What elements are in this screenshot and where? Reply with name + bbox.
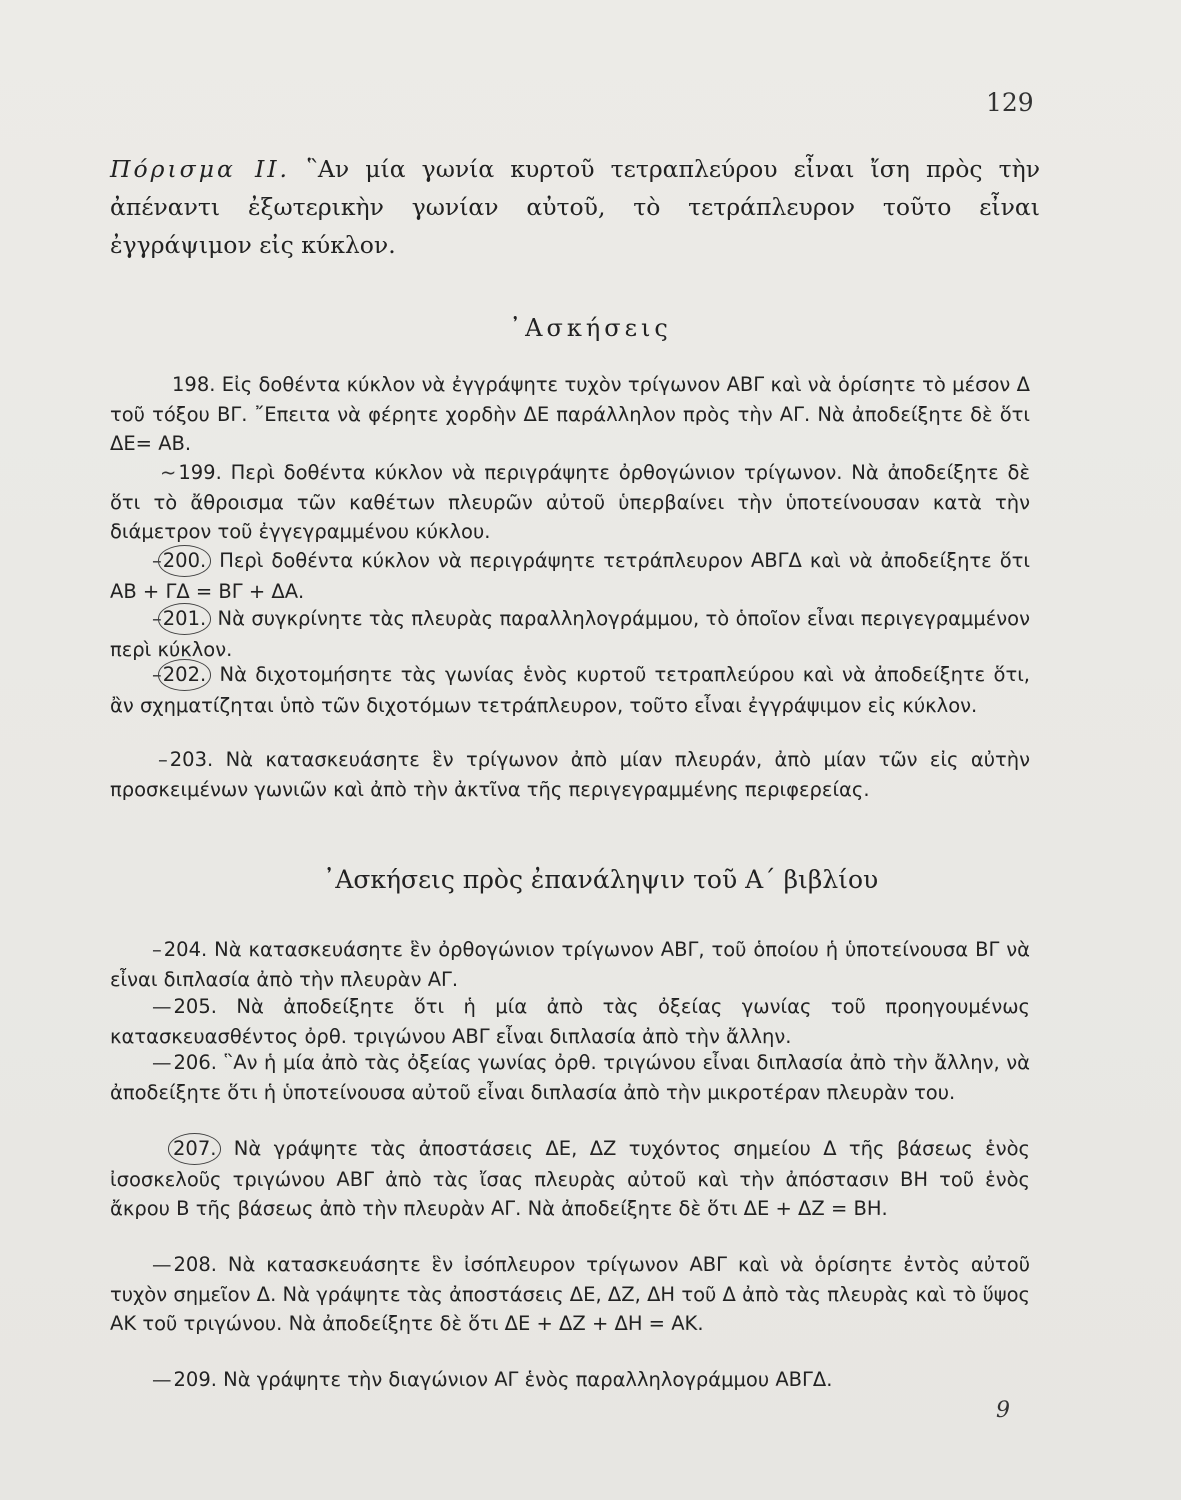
exercise-205	[110, 992, 1030, 1051]
exercise-202	[110, 659, 1030, 720]
exercise-200	[110, 545, 1030, 606]
exercise-number: 201.	[158, 603, 211, 635]
margin-mark: —	[152, 1051, 172, 1074]
exercise-number: 204.	[163, 938, 208, 961]
printer-signature: 9	[996, 1398, 1010, 1423]
exercise-text: Νὰ γράψητε τὰς ἀποστάσεις ΔΕ, ΔΖ τυχόντος σημείου Δ τῆς βάσεως ἑνὸς ἰσοσκελοῦς τριγώνου ΑΒΓ ἀπὸ τὰς ἴσας πλευρὰς αὐτοῦ καὶ τὴν ἀπόστασιν ΒΗ τοῦ ἑνὸς ἄκρου Β τῆς βάσεως ἀπὸ τὴν πλευρὰν ΑΓ. Νὰ ἀποδείξητε δὲ ὅτι ΔΕ + ΔΖ = ΒΗ.	[110, 1137, 1030, 1220]
exercise-text: Περὶ δοθέντα κύκλον νὰ περιγράψητε τετράπλευρον ΑΒΓΔ καὶ νὰ ἀποδείξητε ὅτι ΑΒ + ΓΔ = ΒΓ + ΔΑ.	[110, 549, 1031, 603]
exercise-number: 205.	[173, 995, 217, 1018]
exercise-number: 209.	[173, 1368, 217, 1391]
exercise-number: 208.	[173, 1253, 217, 1276]
exercise-number: 206.	[173, 1051, 217, 1074]
margin-mark: —	[152, 1253, 172, 1276]
exercise-text: Νὰ συγκρίνητε τὰς πλευρὰς παραλληλογράμμου, τὸ ὁποῖον εἶναι περιγεγραμμένον περὶ κύκλον.	[110, 607, 1030, 661]
review-heading: ᾿Ασκήσεις πρὸς ἐπανάληψιν τοῦ Α΄ βιβλίου	[322, 865, 879, 894]
margin-mark: –	[152, 607, 162, 630]
margin-mark: –	[158, 748, 168, 771]
exercise-text: Νὰ κατασκευάσητε ἓν ἰσόπλευρον τρίγωνον ΑΒΓ καὶ νὰ ὁρίσητε ἐντὸς αὐτοῦ τυχὸν σημεῖον Δ. Νὰ γράψητε τὰς ἀποστάσεις ΔΕ, ΔΖ, ΔΗ τοῦ Δ ἀπὸ τὰς πλευρὰς καὶ τὸ ὕψος ΑΚ τοῦ τριγώνου. Νὰ ἀποδείξητε δὲ ὅτι ΔΕ + ΔΖ + ΔΗ = ΑΚ.	[110, 1253, 1030, 1335]
exercise-206	[110, 1048, 1030, 1107]
exercise-198	[110, 370, 1030, 459]
exercise-208	[110, 1250, 1030, 1339]
exercises-heading: ᾿Ασκήσεις	[509, 314, 672, 342]
margin-mark: –	[152, 549, 162, 572]
exercise-number: 200.	[158, 545, 211, 577]
exercise-204	[110, 935, 1030, 994]
margin-mark: –	[152, 938, 162, 961]
margin-mark: —	[152, 1368, 172, 1391]
exercise-text: Νὰ κατασκευάσητε ἓν ὀρθογώνιον τρίγωνον ΑΒΓ, τοῦ ὁποίου ἡ ὑποτείνουσα ΒΓ νὰ εἶναι διπλασία ἀπὸ τὴν πλευρὰν ΑΓ.	[110, 938, 1030, 991]
exercise-text: Νὰ διχοτομήσητε τὰς γωνίας ἑνὸς κυρτοῦ τετραπλεύρου καὶ νὰ ἀποδείξητε ὅτι, ἂν σχηματίζηται ὑπὸ τῶν διχοτόμων τετράπλευρον, τοῦτο εἶναι ἐγγράψιμον εἰς κύκλον.	[110, 663, 1030, 717]
exercise-text: Εἰς δοθέντα κύκλον νὰ ἐγγράψητε τυχὸν τρίγωνον ΑΒΓ καὶ νὰ ὁρίσητε τὸ μέσον Δ τοῦ τόξου ΒΓ. ῎Επειτα νὰ φέρητε χορδὴν ΔΕ παράλληλον πρὸς τὴν ΑΓ. Νὰ ἀποδείξητε δὲ ὅτι ΔΕ= ΑΒ.	[110, 373, 1030, 455]
exercise-text: ῝Αν ἡ μία ἀπὸ τὰς ὀξείας γωνίας ὀρθ. τριγώνου εἶναι διπλασία ἀπὸ τὴν ἄλλην, νὰ ἀποδείξητε ὅτι ἡ ὑποτείνουσα αὐτοῦ εἶναι διπλασία ἀπὸ τὴν μικροτέραν πλευρὰν του.	[110, 1051, 1030, 1104]
margin-mark: –	[152, 663, 162, 686]
margin-mark: —	[152, 995, 172, 1018]
porisma-text: ῝Αν μία γωνία κυρτοῦ τετραπλεύρου εἶναι ἴση πρὸς τὴν ἀπέναντι ἐξωτερικὴν γωνίαν αὐτοῦ, τὸ τετράπλευρον τοῦτο εἶναι ἐγγράψιμον εἰς κύκλον.	[110, 155, 1040, 259]
exercise-number: 199.	[178, 461, 222, 484]
exercise-209	[110, 1365, 1030, 1395]
exercise-text: Νὰ γράψητε τὴν διαγώνιον ΑΓ ἑνὸς παραλληλογράμμου ΑΒΓΔ.	[223, 1368, 833, 1391]
exercise-number: 198.	[172, 373, 216, 396]
exercise-text: Περὶ δοθέντα κύκλον νὰ περιγράψητε ὀρθογώνιον τρίγωνον. Νὰ ἀποδείξητε δὲ ὅτι τὸ ἄθροισμα τῶν καθέτων πλευρῶν αὐτοῦ ὑπερβαίνει τὴν ὑποτείνουσαν κατὰ τὴν διάμετρον τοῦ ἐγγεγραμμένου κύκλου.	[110, 461, 1030, 543]
porisma-paragraph	[110, 150, 1040, 264]
exercise-201	[110, 603, 1030, 664]
exercise-199	[110, 458, 1030, 547]
exercise-number: 202.	[158, 659, 211, 691]
exercise-203	[110, 745, 1030, 804]
exercise-number: 203.	[169, 748, 214, 771]
page-number: 129	[986, 88, 1034, 117]
exercise-207	[110, 1133, 1030, 1224]
exercise-number: 207.	[168, 1133, 221, 1165]
exercise-text: Νὰ ἀποδείξητε ὅτι ἡ μία ἀπὸ τὰς ὀξείας γωνίας τοῦ προηγουμένως κατασκευασθέντος ὀρθ. τριγώνου ΑΒΓ εἶναι διπλασία ἀπὸ τὴν ἄλλην.	[110, 995, 1030, 1048]
exercise-text: Νὰ κατασκευάσητε ἓν τρίγωνον ἀπὸ μίαν πλευράν, ἀπὸ μίαν τῶν εἰς αὐτὴν προσκειμένων γωνιῶν καὶ ἀπὸ τὴν ἀκτῖνα τῆς περιγεγραμμένης περιφερείας.	[110, 748, 1031, 801]
margin-mark: ~	[160, 461, 177, 484]
porisma-label: Πόρισμα II.	[110, 155, 290, 183]
